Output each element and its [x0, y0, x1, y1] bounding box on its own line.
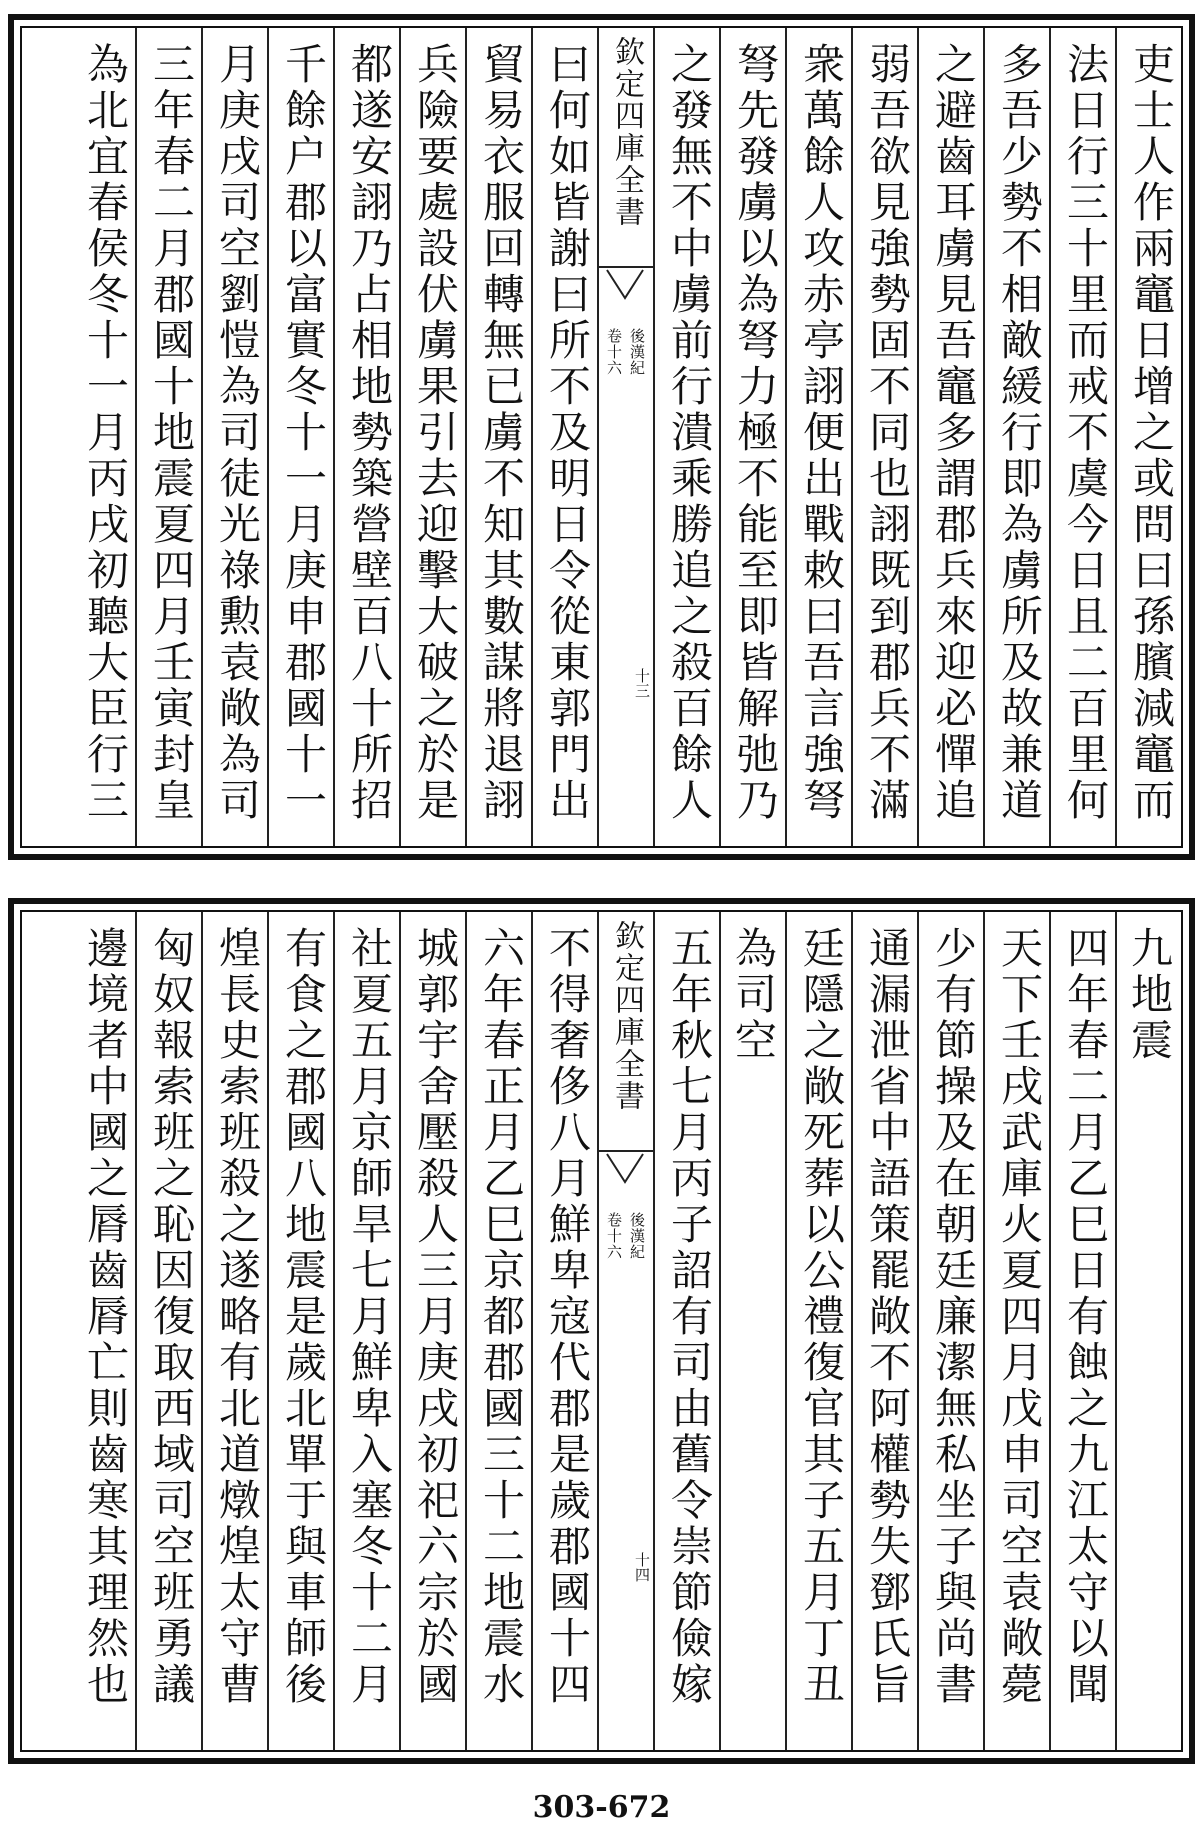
text-column	[531, 912, 597, 1750]
column-text: 之發無不中虜前行潰乘勝追之殺百餘人	[665, 42, 714, 824]
column-text: 城郭宇舍壓殺人三月庚戌初祀六宗於國	[411, 926, 460, 1708]
text-column	[917, 28, 983, 846]
text-column	[267, 912, 333, 1750]
text-column	[135, 28, 201, 846]
column-text: 弱吾欲見強勢固不同也詡既到郡兵不滿	[863, 42, 912, 824]
text-column	[267, 28, 333, 846]
text-column	[1049, 912, 1115, 1750]
column-text: 弩先發虜以為弩力極不能至即皆解弛乃	[731, 42, 780, 824]
column-text: 曰何如皆謝曰所不及明日令從東郭門出	[543, 42, 592, 824]
text-column	[719, 912, 785, 1750]
column-text: 為北宜春侯冬十一月丙戌初聽大臣行三	[81, 42, 130, 824]
column-text: 為司空	[729, 926, 778, 1064]
column-text: 吏士人作兩竈日增之或問曰孫臏減竈而	[1127, 42, 1176, 824]
text-column	[851, 912, 917, 1750]
text-column	[983, 912, 1049, 1750]
column-text: 都遂安詡乃占相地勢築營壁百八十所招	[345, 42, 394, 824]
text-column	[785, 28, 851, 846]
column-text: 九地震	[1125, 926, 1174, 1064]
text-column	[333, 912, 399, 1750]
text-column	[333, 28, 399, 846]
text-column	[465, 28, 531, 846]
text-column	[653, 912, 719, 1750]
text-column	[201, 28, 267, 846]
text-columns	[22, 28, 1181, 846]
column-text: 不得奢侈八月鮮卑寇代郡是歲郡國十四	[543, 926, 592, 1708]
column-text: 多吾少勢不相敵緩行即為虜所及故兼道	[995, 42, 1044, 824]
page-inner-frame	[20, 26, 1183, 848]
column-text: 有食之郡國八地震是歲北單于與車師後	[279, 926, 328, 1708]
volume-label: 卷十六	[605, 1212, 623, 1260]
page-frame	[8, 14, 1195, 860]
column-text: 天下壬戌武庫火夏四月戊申司空袁敞薨	[995, 926, 1044, 1708]
column-text: 月庚戌司空劉愷為司徒光祿勲袁敞為司	[213, 42, 262, 824]
column-text: 匈奴報索班之恥因復取西域司空班勇議	[147, 926, 196, 1708]
library-title-text: 欽定四庫全書	[609, 36, 644, 228]
library-title-text: 欽定四庫全書	[609, 920, 644, 1112]
column-text: 之避齒耳虜見吾竈多謂郡兵來迎必憚追	[929, 42, 978, 824]
column-text: 衆萬餘人攻赤亭詡便出戰敕曰吾言強弩	[797, 42, 846, 824]
column-text: 煌長史索班殺之遂略有北道燉煌太守曹	[213, 926, 262, 1708]
text-column	[719, 28, 785, 846]
column-text: 兵險要處設伏虜果引去迎擊大破之於是	[411, 42, 460, 824]
page-inner-frame	[20, 910, 1183, 1752]
column-text: 法日行三十里而戒不虞今日且二百里何	[1061, 42, 1110, 824]
center-fold-column	[597, 28, 653, 846]
text-column	[1115, 28, 1181, 846]
text-column	[135, 912, 201, 1750]
text-column	[653, 28, 719, 846]
column-text: 三年春二月郡國十地震夏四月壬寅封皇	[147, 42, 196, 824]
text-column	[785, 912, 851, 1750]
text-column	[917, 912, 983, 1750]
volume-label: 卷十六	[605, 328, 623, 376]
column-text: 廷隱之敞死葬以公禮復官其子五月丁丑	[797, 926, 846, 1708]
column-text: 六年春正月乙巳京都郡國三十二地震水	[477, 926, 526, 1708]
text-column	[1049, 28, 1115, 846]
folio-number: 十四	[633, 1552, 651, 1582]
text-column	[851, 28, 917, 846]
column-text: 五年秋七月丙子詔有司由舊令崇節儉嫁	[665, 926, 714, 1708]
library-title	[599, 920, 653, 1152]
text-column	[531, 28, 597, 846]
bottom-page	[0, 892, 1203, 1770]
column-text: 貿易衣服回轉無已虜不知其數謀將退詡	[477, 42, 526, 824]
column-text: 邊境者中國之脣齒脣亡則齒寒其理然也	[81, 926, 130, 1708]
section-heading	[599, 328, 653, 498]
section-title: 後漢紀	[628, 1212, 646, 1260]
text-column	[201, 912, 267, 1750]
fishtail-ornament-icon	[605, 268, 645, 308]
folio-number: 十三	[633, 668, 651, 698]
page-reference-number: 303-672	[532, 1790, 671, 1825]
column-text: 社夏五月京師旱七月鮮卑入塞冬十二月	[345, 926, 394, 1708]
column-text: 通漏泄省中語策罷敞不阿權勢失鄧氏旨	[863, 926, 912, 1708]
text-column	[1115, 912, 1181, 1750]
text-column	[399, 28, 465, 846]
library-title	[599, 36, 653, 268]
top-page	[0, 8, 1203, 866]
section-title: 後漢紀	[628, 328, 646, 376]
column-text: 千餘户郡以富實冬十一月庚申郡國十一	[279, 42, 328, 824]
column-text: 少有節操及在朝廷廉潔無私坐子與尚書	[929, 926, 978, 1708]
text-column	[465, 912, 531, 1750]
text-column	[399, 912, 465, 1750]
text-column	[983, 28, 1049, 846]
column-text: 四年春二月乙巳日有蝕之九江太守以聞	[1061, 926, 1110, 1708]
text-column	[69, 28, 135, 846]
fishtail-ornament-icon	[605, 1152, 645, 1192]
center-fold-column	[597, 912, 653, 1750]
text-column	[69, 912, 135, 1750]
text-columns	[22, 912, 1181, 1750]
section-heading	[599, 1212, 653, 1382]
page-frame	[8, 898, 1195, 1764]
